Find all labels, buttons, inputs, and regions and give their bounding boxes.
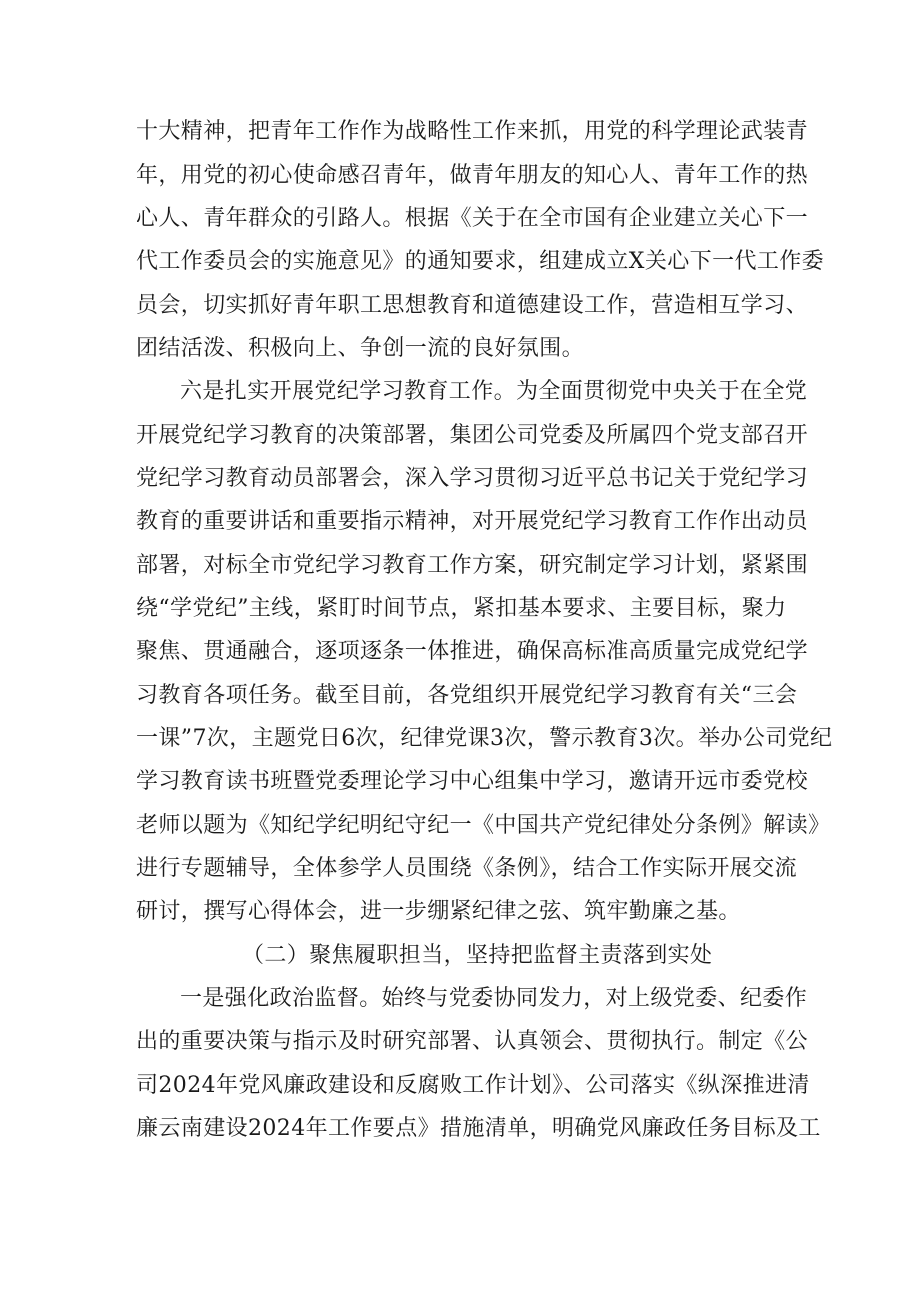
text-line: 老师以题为《知纪学纪明纪守纪一《中国共产党纪律处分条例》解读》 — [136, 813, 831, 838]
text-line: 司2024年党风廉政建设和反腐败工作计划》、公司落实《纵深推进清 — [136, 1073, 810, 1098]
text-line: 进行专题辅导，全体参学人员围绕《条例》，结合工作实际开展交流 — [136, 856, 798, 881]
text-line: 教育的重要讲话和重要指示精神，对开展党纪学习教育工作作出动员 — [136, 509, 809, 534]
text-line: 员会，切实抓好青年职工思想教育和道德建设工作，营造相互学习、 — [136, 293, 809, 318]
text-line: 十大精神，把青年工作作为战略性工作来抓，用党的科学理论武装青 — [136, 119, 809, 144]
text-line: 习教育各项任务。截至目前，各党组织开展党纪学习教育有关“三会 — [136, 683, 798, 708]
text-line: 团结活泼、积极向上、争创一流的良好氛围。 — [136, 336, 585, 361]
text-line: 出的重要决策与指示及时研究部署、认真领会、贯彻执行。制定《公 — [136, 1029, 809, 1054]
text-line: 代工作委员会的实施意见》的通知要求，组建成立X关心下一代工作委 — [136, 249, 825, 274]
text-line: 研讨，撰写心得体会，进一步绷紧纪律之弦、筑牢勤廉之基。 — [136, 899, 741, 924]
text-line: 部署，对标全市党纪学习教育工作方案，研究制定学习计划，紧紧围 — [136, 553, 809, 578]
text-line: 一课”7次，主题党日6次，纪律党课3次，警示教育3次。举办公司党纪 — [136, 726, 833, 751]
text-line: 学习教育读书班暨党委理论学习中心组集中学习，邀请开远市委党校 — [136, 769, 809, 794]
text-line: 绕“学党纪”主线，紧盯时间节点，紧扣基本要求、主要目标，聚力 — [136, 596, 787, 621]
paragraph-first-line: 六是扎实开展党纪学习教育工作。为全面贯彻党中央关于在全党 — [180, 379, 808, 404]
text-line: 年，用党的初心使命感召青年，做青年朋友的知心人、青年工作的热 — [136, 163, 809, 188]
text-line: 党纪学习教育动员部署会，深入学习贯彻习近平总书记关于党纪学习 — [136, 466, 809, 491]
text-line: 廉云南建设2024年工作要点》措施清单，明确党风廉政任务目标及工 — [136, 1116, 821, 1141]
text-line: 开展党纪学习教育的决策部署，集团公司党委及所属四个党支部召开 — [136, 423, 809, 448]
text-line: 聚焦、贯通融合，逐项逐条一体推进，确保高标准高质量完成党纪学 — [136, 639, 809, 664]
text-line: 心人、青年群众的引路人。根据《关于在全市国有企业建立关心下一 — [136, 206, 809, 231]
paragraph-first-line: 一是强化政治监督。始终与党委协同发力，对上级党委、纪委作 — [180, 986, 808, 1011]
section-heading: （二）聚焦履职担当，坚持把监督主责落到实处 — [242, 943, 713, 968]
